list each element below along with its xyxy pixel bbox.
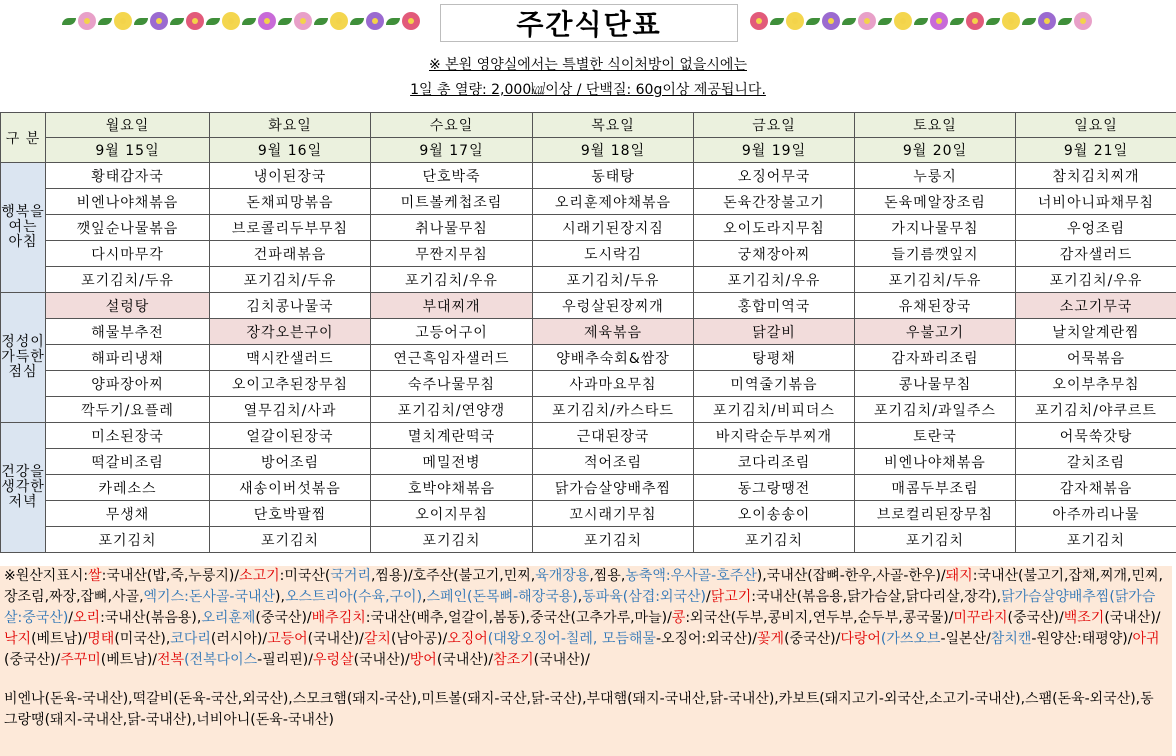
meal-label: 행복을 여는 아침 [1,163,46,293]
day-header: 화요일 [210,113,371,138]
menu-cell: 오이고추된장무침 [210,371,371,397]
menu-cell: 소고기무국 [1016,293,1176,319]
menu-cell: 오이도라지무침 [694,215,855,241]
menu-cell: 들기름깻잎지 [855,241,1016,267]
processed-foods-origin: 비엔나(돈육-국내산),떡갈비(돈육-국산,외국산),스모크햄(돼지-국산),미트볼(돼지-국산,닭-국산),부대햄(돼지-국내산,닭-국내산),카보트(돼지고기-외국산,소고기-국내산),스팸(돈육-외국산),동그랑땡(돼지-국내산,닭-국내산),너비아니(돈육-국내산) [4,691,1154,728]
menu-cell: 비엔나야채볶음 [855,449,1016,475]
menu-cell: 우엉조림 [1016,215,1176,241]
menu-cell: 감자꽈리조림 [855,345,1016,371]
menu-row [1,293,1176,319]
notice-line-1: ※ 본원 영양실에서는 특별한 식이처방이 없을시에는 [429,57,747,73]
menu-cell: 포기김치/두유 [210,267,371,293]
menu-row [1,267,1176,293]
menu-cell: 제육볶음 [533,319,694,345]
menu-cell: 아주까리나물 [1016,501,1176,527]
menu-cell: 브로콜리두부무침 [210,215,371,241]
menu-cell: 포기김치 [533,527,694,553]
menu-cell: 해파리냉채 [46,345,210,371]
menu-cell: 포기김치/우유 [694,267,855,293]
menu-cell: 숙주나물무침 [371,371,533,397]
menu-cell: 코다리조림 [694,449,855,475]
menu-cell: 갈치조림 [1016,449,1176,475]
origin-notes [0,566,1172,756]
menu-row [1,189,1176,215]
menu-cell: 오이지무침 [371,501,533,527]
menu-cell: 포기김치 [371,527,533,553]
menu-cell: 단호박팔찜 [210,501,371,527]
menu-cell: 카레소스 [46,475,210,501]
menu-row [1,475,1176,501]
menu-cell: 양배추숙회&쌈장 [533,345,694,371]
menu-cell: 포기김치/야쿠르트 [1016,397,1176,423]
menu-cell: 포기김치 [855,527,1016,553]
meal-label: 건강을 생각한 저녁 [1,423,46,553]
menu-cell: 어묵볶음 [1016,345,1176,371]
menu-cell: 포기김치/과일주스 [855,397,1016,423]
menu-row [1,241,1176,267]
menu-cell: 깍두기/요플레 [46,397,210,423]
date-header: 9월 18일 [533,138,694,163]
menu-cell: 건파래볶음 [210,241,371,267]
menu-cell: 포기김치 [210,527,371,553]
menu-cell: 다시마무각 [46,241,210,267]
menu-cell: 고등어구이 [371,319,533,345]
menu-cell: 김치콩나물국 [210,293,371,319]
menu-cell: 사과마요무침 [533,371,694,397]
date-header: 9월 20일 [855,138,1016,163]
menu-cell: 포기김치 [46,527,210,553]
day-header: 일요일 [1016,113,1176,138]
menu-cell: 냉이된장국 [210,163,371,189]
menu-cell: 연근흑임자샐러드 [371,345,533,371]
menu-cell: 포기김치/연양갱 [371,397,533,423]
menu-cell: 포기김치/카스타드 [533,397,694,423]
menu-cell: 포기김치/두유 [46,267,210,293]
menu-cell: 부대찌개 [371,293,533,319]
menu-cell: 포기김치/두유 [533,267,694,293]
day-header: 수요일 [371,113,533,138]
menu-cell: 동태탕 [533,163,694,189]
menu-cell: 해물부추전 [46,319,210,345]
date-header: 9월 21일 [1016,138,1176,163]
menu-cell: 떡갈비조림 [46,449,210,475]
menu-cell: 브로컬리된장무침 [855,501,1016,527]
menu-cell: 장각오븐구이 [210,319,371,345]
menu-cell: 호박야채볶음 [371,475,533,501]
menu-cell: 설렁탕 [46,293,210,319]
day-header: 목요일 [533,113,694,138]
menu-cell: 도시락김 [533,241,694,267]
page-header [0,0,1176,112]
menu-row [1,397,1176,423]
menu-cell: 멸치계란떡국 [371,423,533,449]
menu-cell: 참치김치찌개 [1016,163,1176,189]
menu-cell: 홍합미역국 [694,293,855,319]
menu-cell: 황태감자국 [46,163,210,189]
menu-cell: 포기김치/우유 [371,267,533,293]
menu-cell: 우렁살된장찌개 [533,293,694,319]
origin-text: ※원산지표시:쌀:국내산(밥,죽,누룽지)/소고기:미국산(국거리,찜용)/호주산(불고기,민찌,육개장용,찜용,농축액:우사골-호주산),국내산(잡뼈-한우,사골-한우)/돼지:국내산(불고기,잡채,찌개,민찌,장조림,짜장,잡뼈,사골,엑기스:돈사골-국내산),오스트리아(수육,구이),스페인(돈목뼈-해장국용),동파육(삼겹:외국산)/닭고기:국내산(볶음용,닭가슴살,닭다리살,장각),닭가슴살양배추찜(닭가슴살:중국산)/오리:국내산(볶음용),오리훈제(중국산)/배추김치:국내산(배추,얼갈이,봄동),중국산(고추가루,마늘)/콩:외국산(두부,콩비지,연두부,순두부,콩국물)/미꾸라지(중국산)/백조기(국내산)/낙지(베트남)/명태(미국산),코다리(러시아)/고등어(국내산)/갈치(남아공)/오징어(대왕오징어-칠레, 모듬해물-오징어:외국산)/꽃게(중국산)/다랑어(가쓰오브-일본산/참치캔-원양산:태평양)/아귀(중국산)/주꾸미(베트남)/전복(전복다이스-필리핀)/우렁살(국내산)/방어(국내산)/참조기(국내산)/ [4,568,1163,668]
menu-cell: 가지나물무침 [855,215,1016,241]
menu-cell: 어묵쑥갓탕 [1016,423,1176,449]
menu-cell: 미소된장국 [46,423,210,449]
menu-row [1,423,1176,449]
menu-cell: 돈육간장불고기 [694,189,855,215]
menu-cell: 궁채장아찌 [694,241,855,267]
menu-cell: 포기김치/두유 [855,267,1016,293]
menu-cell: 양파장아찌 [46,371,210,397]
menu-cell: 오징어무국 [694,163,855,189]
menu-cell: 단호박죽 [371,163,533,189]
date-header: 9월 19일 [694,138,855,163]
category-header: 구 분 [1,113,46,163]
menu-cell: 우불고기 [855,319,1016,345]
menu-cell: 바지락순두부찌개 [694,423,855,449]
menu-cell: 꼬시래기무침 [533,501,694,527]
menu-row [1,371,1176,397]
menu-cell: 돈육메알장조림 [855,189,1016,215]
menu-cell: 유채된장국 [855,293,1016,319]
day-header: 월요일 [46,113,210,138]
menu-cell: 미트볼케첩조림 [371,189,533,215]
menu-cell: 취나물무침 [371,215,533,241]
menu-cell: 콩나물무침 [855,371,1016,397]
menu-cell: 너비아니파채무침 [1016,189,1176,215]
page-title: 주간식단표 [440,4,738,42]
menu-row [1,449,1176,475]
day-header: 토요일 [855,113,1016,138]
menu-cell: 오리훈제야채볶음 [533,189,694,215]
menu-cell: 감자채볶음 [1016,475,1176,501]
menu-cell: 탕평채 [694,345,855,371]
menu-cell: 토란국 [855,423,1016,449]
menu-cell: 열무김치/사과 [210,397,371,423]
day-header-row [1,113,1176,138]
menu-row [1,527,1176,553]
date-header: 9월 16일 [210,138,371,163]
menu-cell: 동그랑땡전 [694,475,855,501]
flower-border-left [62,8,442,34]
menu-cell: 누룽지 [855,163,1016,189]
menu-cell: 시래기된장지짐 [533,215,694,241]
meal-label: 정성이 가득한 점심 [1,293,46,423]
menu-cell: 닭가슴살양배추찜 [533,475,694,501]
weekly-menu-table [0,112,1176,553]
menu-cell: 미역줄기볶음 [694,371,855,397]
menu-cell: 오이부추무침 [1016,371,1176,397]
menu-cell: 포기김치/비피더스 [694,397,855,423]
menu-cell: 메밀전병 [371,449,533,475]
menu-cell: 적어조림 [533,449,694,475]
menu-row [1,501,1176,527]
menu-cell: 감자샐러드 [1016,241,1176,267]
menu-row [1,345,1176,371]
menu-cell: 무생채 [46,501,210,527]
day-header: 금요일 [694,113,855,138]
menu-cell: 닭갈비 [694,319,855,345]
menu-cell: 근대된장국 [533,423,694,449]
menu-row [1,319,1176,345]
flower-border-right [750,8,1110,34]
notice-line-2: 1일 총 열량: 2,000㎉이상 / 단백질: 60g이상 제공됩니다. [410,82,766,98]
menu-cell: 포기김치 [1016,527,1176,553]
menu-row [1,163,1176,189]
menu-cell: 무짠지무침 [371,241,533,267]
menu-cell: 날치알계란찜 [1016,319,1176,345]
menu-cell: 포기김치 [694,527,855,553]
date-header-row [1,138,1176,163]
menu-cell: 얼갈이된장국 [210,423,371,449]
menu-cell: 맥시칸샐러드 [210,345,371,371]
menu-cell: 매콤두부조림 [855,475,1016,501]
menu-row [1,215,1176,241]
menu-cell: 새송이버섯볶음 [210,475,371,501]
menu-cell: 깻잎순나물볶음 [46,215,210,241]
date-header: 9월 15일 [46,138,210,163]
date-header: 9월 17일 [371,138,533,163]
menu-cell: 포기김치/우유 [1016,267,1176,293]
menu-cell: 방어조림 [210,449,371,475]
menu-cell: 비엔나야채볶음 [46,189,210,215]
menu-cell: 돈채피망볶음 [210,189,371,215]
menu-cell: 오이송송이 [694,501,855,527]
